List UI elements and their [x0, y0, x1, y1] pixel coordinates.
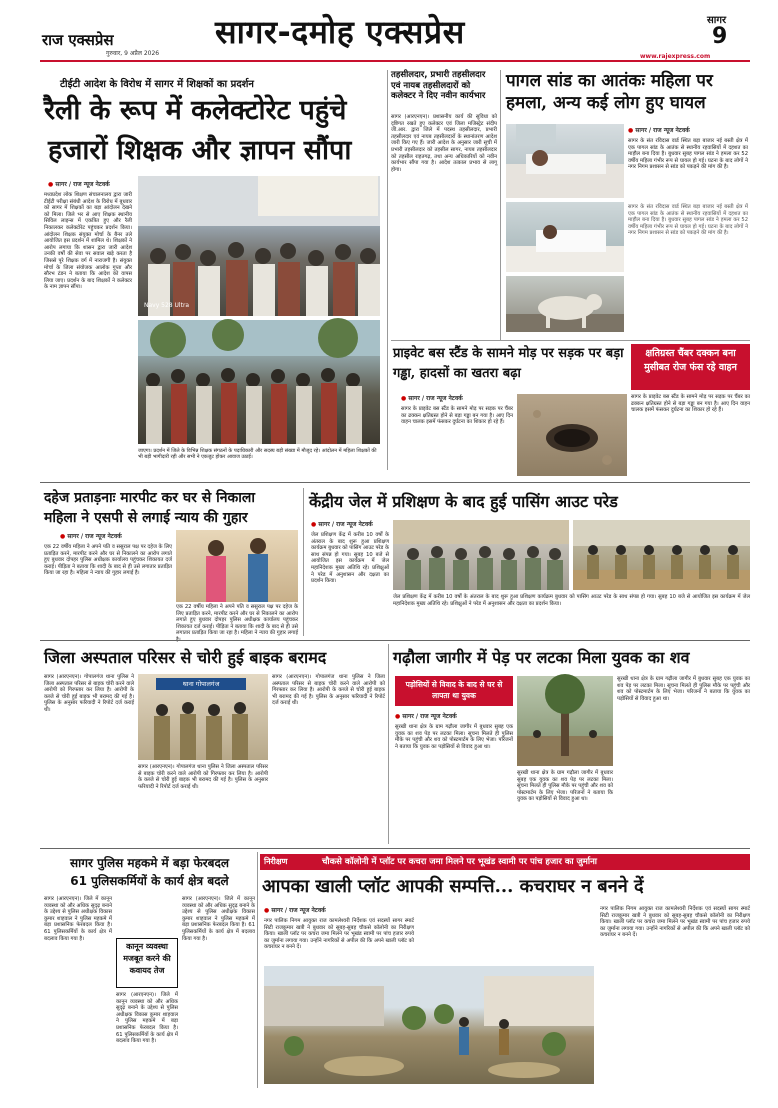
- bull-illustration: [506, 276, 624, 332]
- story-body: सुरखी थाना क्षेत्र के ग्राम गढ़ौला जागीर में बुधवार सुबह एक युवक का शव पेड़ पर लटका मिला। सूचना मिलते ही पुलिस मौके पर पहुंची और शव को पोस्टमार्टम के लिए भेजा। परिजनों ने बताया कि युवक का पड़ोसियों से विवाद हुआ था।: [395, 724, 513, 750]
- story-teachers-rally: [40, 68, 385, 478]
- story-plot-inspection: [260, 852, 750, 1088]
- continued-text: सागर (आरएनएन)। गोपालगंज थाना पुलिस ने जिला अस्पताल परिसर से बाइक चोरी करने वाले आरोपी को गिरफ्तार कर लिया है। आरोपी के कब्जे से चोरी हुई बाइक भी बरामद की गई है। पुलिस के अनुसार फरियादी ने रिपोर्ट दर्ज कराई थी।: [138, 764, 268, 790]
- section-divider: [40, 848, 750, 849]
- pothole-photo: [517, 394, 627, 476]
- story-body: मध्यप्रदेश लोक शिक्षण संचालनालय द्वारा जारी टीईटी परीक्षा संबंधी आदेश के विरोध में बुधवार को सागर में शिक्षकों का बड़ा आंदोलन देखने को मिला। जिले भर से आए शिक्षक स्थानीय सिविल लाइन्स में एकत्रित हुए और रैली निकालकर कलेक्टोरेट पहुंचकर प्रदर्शन किया। आंदोलन शिक्षक संयुक्त मोर्चा के बैनर तले आयोजित इस प्रदर्शन में शामिल थे। शिक्षकों ने आरोप लगाया कि शासन द्वारा जारी आदेश उनकी वर्षों की सेवा पर सवाल खड़े करता है जिससे पूरे शिक्षक वर्ग में नाराजगी है। संयुक्त मोर्चा के जिला संयोजक आलोक गुप्ता और सौरभ टंडन ने बताया कि आदेश को वापस लिया जाए। प्रदर्शन के बाद शिक्षकों ने कलेक्टर के नाम ज्ञापन सौंपा।: [44, 192, 132, 291]
- section-divider: [40, 482, 750, 483]
- rally-photo-bottom: [138, 320, 380, 444]
- column-divider: [387, 70, 388, 470]
- pothole-illustration: [517, 394, 627, 476]
- story-byline: ● सागर / राज न्यूज नेटवर्क: [264, 906, 384, 914]
- story-body: नगर पालिक निगम आयुक्त राज कामलेश्वरी निर्देशक एवं सदस्यों सागर स्मार्ट सिटी राजकुमार खत्री ने बुधवार को सुबह-सुबह चौकसे कॉलोनी का निरीक्षण किया। खाली प्लॉट पर कचरा जमा मिलने पर भूखंड स्वामी पर पांच हजार रुपये का जुर्माना लगाया गया। उन्होंने नागरिकों से अपील की कि अपने खाली प्लॉट को कचराघर न बनने दें।: [264, 918, 414, 951]
- story-byline: ● सागर / राज न्यूज नेटवर्क: [48, 180, 168, 188]
- bull-photo: [506, 276, 624, 332]
- story-headline: आपका खाली प्लॉट आपकी सम्पत्ति... कचराघर न बनने दें: [262, 876, 644, 897]
- crowd-illustration: [138, 176, 380, 316]
- story-body-continued: [517, 770, 613, 844]
- rally-crowd-illustration: [138, 320, 380, 444]
- continued-text: एक 22 वर्षीय महिला ने अपने पति व ससुराल पक्ष पर दहेज के लिए प्रताड़ित करने, मारपीट करने और घर से निकालने का आरोप लगाते हुए बुधवार दोपहर पुलिस अधीक्षक कार्यालय पहुंचकर शिकायत दर्ज कराई। पीड़िता ने बताया कि शादी के बाद से ही उसे लगातार प्रताड़ित किया जा रहा है। महिला ने न्याय की गुहार लगाई: [176, 604, 298, 637]
- story-body-continued: [138, 764, 268, 844]
- story-headline-line2: महिला ने एसपी से लगाई न्याय की गुहार: [44, 510, 248, 526]
- side-text: सागर के प्राइवेट बस स्टैंड के सामने मोड़ पर सड़क पर चैंबर का ढक्कन क्षतिग्रस्त होने से बड़ा गड्ढा बन गया है। आए दिन वाहन चालक इसमें फंसकर दुर्घटना का शिकार हो रहे हैं।: [631, 394, 750, 414]
- website: www.rajexpress.com: [640, 53, 711, 60]
- tree-photo: [517, 676, 613, 766]
- red-callout-box: क्षतिग्रस्त चैंबर दक्कन बना मुसीबत रोज फंस रहे वाहन: [631, 344, 750, 390]
- people-illustration: [176, 530, 298, 602]
- story-pothole: [391, 340, 750, 478]
- story-body: सागर (आरएनएन)। प्रशासनीय कार्य की सुविधा को दृष्टिगत रखते हुए कलेक्टर एवं जिला मजिस्ट्रेट संदीप जी.आर. द्वारा जिले में पदस्थ तहसीलदार, प्रभारी तहसीलदार एवं नायब तहसीलदारों के स्थानांतरण आदेश जारी किए गए हैं। जारी आदेश के अनुसार जारी सूची में प्रभारी तहसीलदार को तहसील सागर, नायब तहसीलदार को तहसील राहतगढ़, तथा अन्य अधिकारियों को नवीन कार्यभार सौंपा गया है। आदेश तत्काल प्रभाव से लागू होगा।: [391, 114, 497, 173]
- story-headline-line2: हजारों शिक्षक और ज्ञापन सौंपा: [48, 135, 352, 166]
- right-text: सागर (आरएनएन)। जिले में कानून व्यवस्था को और अधिक सुदृढ़ बनाने के उद्देश्य से पुलिस अधीक्षक विकास कुमार शाहवाल ने पुलिस महकमे में बड़ा प्रशासनिक फेरबदल किया है। 61 पुलिसकर्मियों के कार्य क्षेत्र में बदलाव किया गया है।: [182, 896, 255, 942]
- story-body: सागर (आरएनएन)। गोपालगंज थाना पुलिस ने जिला अस्पताल परिसर से बाइक चोरी करने वाले आरोपी को गिरफ्तार कर लिया है। आरोपी के कब्जे से चोरी हुई बाइक भी बरामद की गई है। पुलिस के अनुसार फरियादी ने रिपोर्ट दर्ज कराई थी।: [44, 674, 134, 713]
- story-body-right: [272, 674, 385, 844]
- station-signboard: थाना गोपालगंज: [156, 678, 246, 690]
- right-text: नगर पालिक निगम आयुक्त राज कामलेश्वरी निर्देशक एवं सदस्यों सागर स्मार्ट सिटी राजकुमार खत्री ने बुधवार को सुबह-सुबह चौकसे कॉलोनी का निरीक्षण किया। खाली प्लॉट पर कचरा जमा मिलने पर भूखंड स्वामी पर पांच हजार रुपये का जुर्माना लगाया गया। उन्होंने नागरिकों से अपील की कि अपने खाली प्लॉट को कचराघर न बनने दें।: [600, 906, 750, 939]
- story-jail-parade: [307, 486, 750, 636]
- story-byline: ● सागर / राज न्यूज नेटवर्क: [401, 394, 521, 402]
- right-text: सागर (आरएनएन)। गोपालगंज थाना पुलिस ने जिला अस्पताल परिसर से बाइक चोरी करने वाले आरोपी को गिरफ्तार कर लिया है। आरोपी के कब्जे से चोरी हुई बाइक भी बरामद की गई है। पुलिस के अनुसार फरियादी ने रिपोर्ट दर्ज कराई थी।: [272, 674, 385, 707]
- page-number: 9: [712, 24, 728, 49]
- story-bike-theft: [40, 644, 385, 844]
- police-station-photo: [138, 674, 268, 760]
- story-callout: कानून व्यवस्था मजबूत करने की कवायद तेज: [116, 938, 178, 988]
- photo-caption: जाएगा। प्रदर्शन में जिले के विभिन्न शिक्षक संगठनों के पदाधिकारी और सदस्य बड़ी संख्या में मौजूद रहे। आंदोलन में महिला शिक्षकों की भी बड़ी भागीदारी रही और सभी ने एकजुट होकर आवाज उठाई।: [138, 448, 377, 460]
- story-body-right: [182, 896, 255, 1086]
- left-paper-name: राज एक्सप्रेस: [42, 31, 114, 49]
- story-body: सागर के प्राइवेट बस स्टैंड के सामने मोड़ पर सड़क पर चैंबर का ढक्कन क्षतिग्रस्त होने से बड़ा गड्ढा बन गया है। आए दिन वाहन चालक इसमें फंसकर दुर्घटना का शिकार हो रहे हैं।: [401, 406, 513, 426]
- middle-text: सागर (आरएनएन)। जिले में कानून व्यवस्था को और अधिक सुदृढ़ बनाने के उद्देश्य से पुलिस अधीक्षक विकास कुमार शाहवाल ने पुलिस महकमे में बड़ा प्रशासनिक फेरबदल किया है। 61 पुलिसकर्मियों के कार्य क्षेत्र में बदलाव किया गया है।: [116, 992, 178, 1045]
- story-headline: सागर पुलिस महकमे में बड़ा फेरबदल: [70, 856, 229, 870]
- story-body-right: सागर के संत रविदास वार्ड स्थित बड़ा बाजार नई बस्ती क्षेत्र में एक पागल सांड के आतंक से स्थानीय रहवासियों में दहशत का माहौल बना दिया है। बुधवार सुबह पागल सांड ने हमला कर 52 वर्षीय महिला गंभीर रूप से घायल हो गई। घटना के बाद लोगों ने नगर निगम प्रशासन से सांड को पकड़ने की मांग की है।: [628, 138, 748, 171]
- hospital-bed-illustration: [506, 124, 624, 198]
- story-tehsildar: [391, 68, 497, 368]
- story-headline: जिला अस्पताल परिसर से चोरी हुई बाइक बरामद: [44, 648, 327, 667]
- garbage-plot-photo: [264, 966, 594, 1084]
- story-byline: ● सागर / राज न्यूज नेटवर्क: [628, 126, 748, 134]
- complainant-photo: [176, 530, 298, 602]
- right-text: सुरखी थाना क्षेत्र के ग्राम गढ़ौला जागीर में बुधवार सुबह एक युवक का शव पेड़ पर लटका मिला। सूचना मिलते ही पुलिस मौके पर पहुंची और शव को पोस्टमार्टम के लिए भेजा। परिजनों ने बताया कि युवक का पड़ोसियों से विवाद हुआ था।: [617, 676, 750, 702]
- story-body-right: [600, 906, 750, 1084]
- story-body: जेल प्रशिक्षण केंद्र में करीब 10 वर्षों के अंतराल के बाद शुरू हुआ प्रशिक्षण कार्यक्रम बुधवार को पासिंग आउट परेड के साथ संपन्न हो गया। सुबह 10 बजे से आयोजित इस कार्यक्रम में जेल महानिदेशक मुख्य अतिथि रहे। प्रशिक्षुओं ने परेड में अनुशासन और दक्षता का प्रदर्शन किया।: [311, 532, 389, 585]
- story-body-continued: [628, 204, 748, 332]
- police-illustration: [138, 674, 268, 760]
- story-top-rule: [391, 340, 750, 341]
- section-divider: [40, 640, 750, 641]
- story-body-side: [631, 394, 750, 476]
- column-divider: [388, 644, 389, 844]
- story-byline: ● सागर / राज न्यूज नेटवर्क: [311, 520, 431, 528]
- photo-watermark: Navy 528 Ultra: [144, 302, 190, 309]
- story-byline: ● सागर / राज न्यूज नेटवर्क: [395, 712, 515, 720]
- parade-photo: [573, 520, 750, 590]
- story-headline: तहसीलदार, प्रभारी तहसीलदार एवं नायब तहसीलदारों को कलेक्टर ने दिए नवीन कार्यभार: [391, 70, 486, 101]
- story-headline: केंद्रीय जेल में प्रशिक्षण के बाद हुई पासिंग आउट परेड: [309, 492, 618, 511]
- story-headline: दहेज प्रताड़नाः मारपीट कर घर से निकाला: [44, 490, 255, 506]
- story-dowry: [40, 486, 300, 636]
- city-label: सागर: [707, 15, 727, 26]
- issue-date: गुरुवार, 9 अप्रैल 2026: [106, 50, 160, 57]
- story-body: एक 22 वर्षीय महिला ने अपने पति व ससुराल पक्ष पर दहेज के लिए प्रताड़ित करने, मारपीट करने और घर से निकालने का आरोप लगाते हुए बुधवार दोपहर पुलिस अधीक्षक कार्यालय पहुंचकर शिकायत दर्ज कराई। पीड़िता ने बताया कि शादी के बाद से ही उसे लगातार प्रताड़ित किया जा रहा है। महिला ने न्याय की गुहार लगाई है।: [44, 544, 172, 577]
- story-headline-line2: 61 पुलिसकर्मियों के कार्य क्षेत्र बदले: [70, 874, 229, 888]
- story-body-found: [391, 644, 750, 844]
- story-body: सागर (आरएनएन)। जिले में कानून व्यवस्था को और अधिक सुदृढ़ बनाने के उद्देश्य से पुलिस अधीक्षक विकास कुमार शाहवाल ने पुलिस महकमे में बड़ा प्रशासनिक फेरबदल किया है। 61 पुलिसकर्मियों के कार्य क्षेत्र में बदलाव किया गया है।: [44, 896, 112, 942]
- story-subhead: पड़ोसियों से विवाद के बाद से घर से लापता था युवक: [395, 676, 513, 706]
- continued-text: जेल प्रशिक्षण केंद्र में करीब 10 वर्षों के अंतराल के बाद शुरू हुआ प्रशिक्षण कार्यक्रम बुधवार को पासिंग आउट परेड के साथ संपन्न हो गया। सुबह 10 बजे से आयोजित इस कार्यक्रम में जेल महानिदेशक मुख्य अतिथि रहे। प्रशिक्षुओं ने परेड में अनुशासन और दक्षता का प्रदर्शन किया।: [393, 594, 750, 607]
- story-mad-bull: [504, 68, 750, 338]
- rally-photo-top: [138, 176, 380, 316]
- story-kicker: निरीक्षण: [264, 857, 288, 866]
- story-body-continued: [176, 604, 298, 636]
- masthead-rule: [40, 60, 750, 62]
- continued-text: सागर के संत रविदास वार्ड स्थित बड़ा बाजार नई बस्ती क्षेत्र में एक पागल सांड के आतंक से स्थानीय रहवासियों में दहशत का माहौल बना दिया है। बुधवार सुबह पागल सांड ने हमला कर 52 वर्षीय महिला गंभीर रूप से घायल हो गई। घटना के बाद लोगों ने नगर निगम प्रशासन से सांड को पकड़ने की मांग की है।: [628, 204, 748, 237]
- story-headline: रैली के रूप में कलेक्टोरेट पहुंचे: [44, 95, 347, 126]
- patient-illustration: [506, 202, 624, 272]
- plot-illustration: [264, 966, 594, 1084]
- column-divider: [303, 488, 304, 636]
- story-body-right: [617, 676, 750, 844]
- ceremony-illustration: [393, 520, 569, 590]
- hospital-photo: [506, 202, 624, 272]
- story-body-middle: [116, 992, 178, 1086]
- story-body-continued: [393, 594, 750, 636]
- story-kicker-text: चौकसे कॉलोनी में प्लॉट पर कचरा जमा मिलने पर भूखंड स्वामी पर पांच हजार का जुर्माना: [322, 857, 598, 867]
- edition-title: सागर-दमोह एक्सप्रेस: [215, 13, 465, 51]
- column-divider: [500, 70, 501, 340]
- story-headline: गढ़ौला जागीर में पेड़ पर लटका मिला युवक का शव: [393, 648, 690, 667]
- story-byline: ● सागर / राज न्यूज नेटवर्क: [60, 532, 180, 540]
- tree-illustration: [517, 676, 613, 766]
- continued-text: सुरखी थाना क्षेत्र के ग्राम गढ़ौला जागीर में बुधवार सुबह एक युवक का शव पेड़ पर लटका मिला। सूचना मिलते ही पुलिस मौके पर पहुंची और शव को पोस्टमार्टम के लिए भेजा। परिजनों ने बताया कि युवक का पड़ोसियों से विवाद हुआ था।: [517, 770, 613, 803]
- column-divider: [257, 852, 258, 1088]
- story-kicker: टीईटी आदेश के विरोध में सागर में शिक्षकों का प्रदर्शन: [60, 79, 254, 90]
- injured-woman-photo: [506, 124, 624, 198]
- jail-ceremony-photo: [393, 520, 569, 590]
- masthead: [0, 0, 778, 62]
- story-headline: प्राइवेट बस स्टैंड के सामने मोड़ पर सड़क पर बड़ा गड्ढा, हादसों का खतरा बढ़ा: [393, 346, 624, 381]
- story-headline: पागल सांड का आतंकः महिला पर हमला, अन्य कई लोग हुए घायल: [506, 71, 713, 113]
- story-police-reshuffle: [40, 852, 255, 1088]
- parade-illustration: [573, 520, 750, 590]
